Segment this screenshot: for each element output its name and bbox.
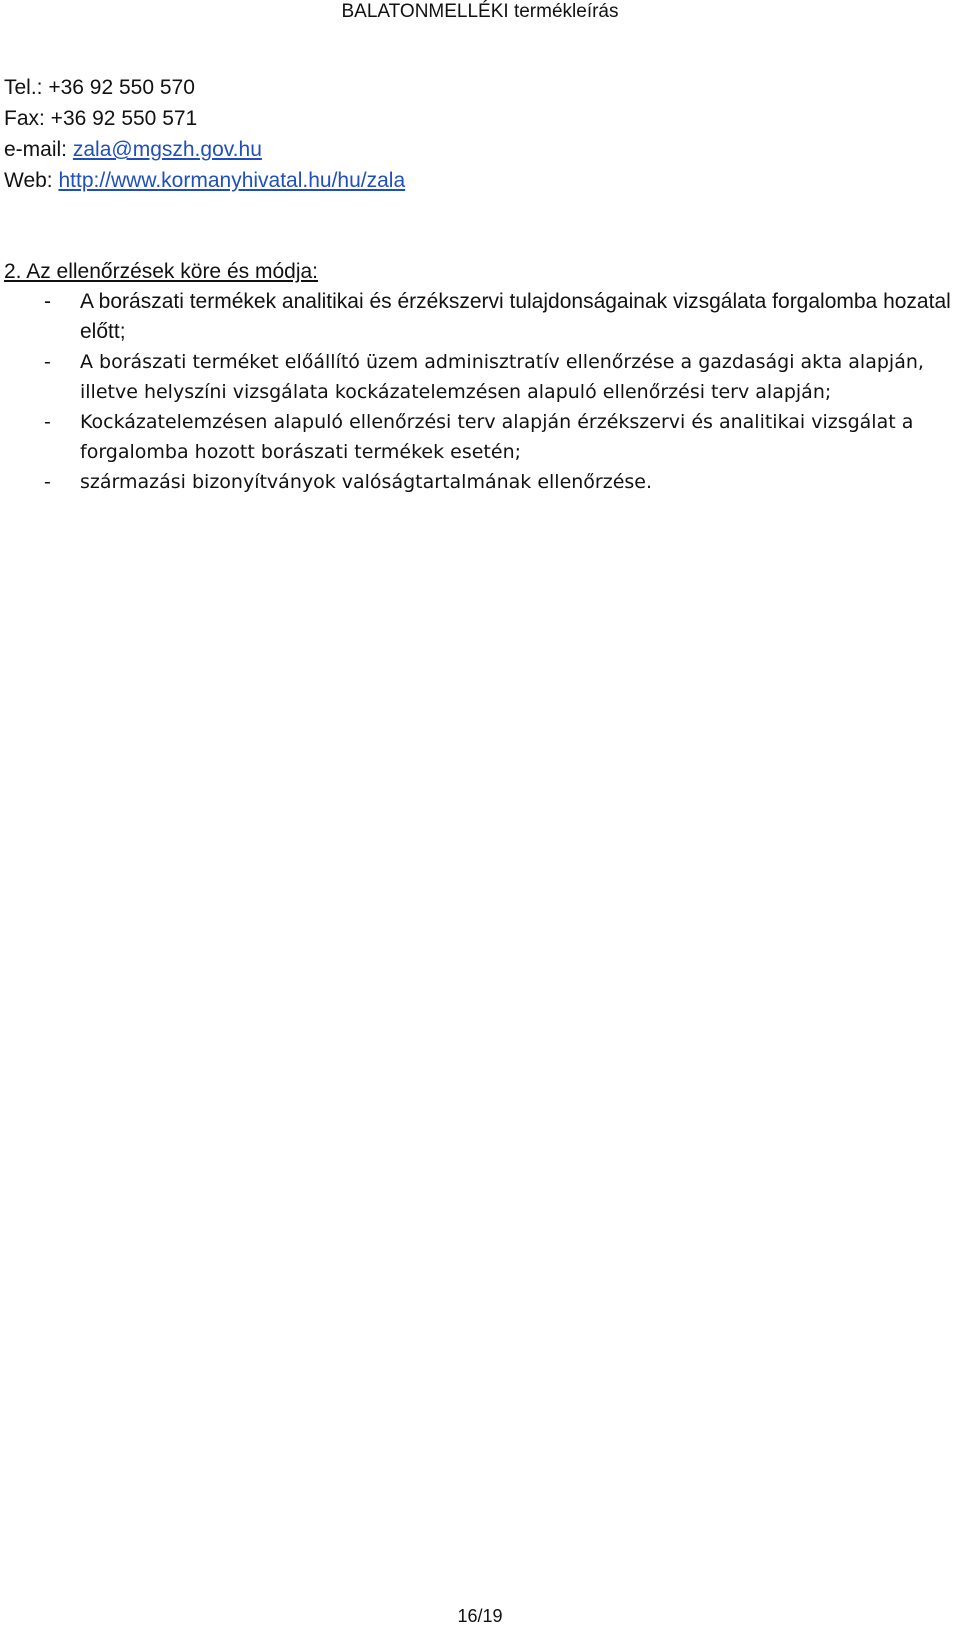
- contact-block: [4, 72, 405, 196]
- list-item-text: A borászati terméket előállító üzem adminisztratív ellenőrzése a gazdasági akta alapján, illetve helyszíni vizsgálata kockázatelemzésen alapuló ellenőrzési terv alapján;: [80, 351, 924, 403]
- list-item: [4, 347, 960, 407]
- contact-web: [4, 165, 405, 196]
- document-header-title: BALATONMELLÉKI termékleírás: [341, 1, 619, 22]
- email-link[interactable]: zala@mgszh.gov.hu: [72, 138, 262, 161]
- list-item: [4, 467, 960, 497]
- dash-bullet-icon: -: [44, 290, 51, 313]
- inspection-section: [4, 257, 960, 497]
- contact-email: [4, 134, 405, 165]
- list-item: [4, 287, 960, 347]
- contact-tel: Tel.: +36 92 550 570: [4, 76, 195, 99]
- list-item-text: Kockázatelemzésen alapuló ellenőrzési terv alapján érzékszervi és analitikai vizsgálat a forgalomba hozott borászati termékek esetén;: [80, 411, 914, 463]
- email-label: e-mail:: [4, 138, 73, 161]
- web-link[interactable]: http://www.kormanyhivatal.hu/hu/zala: [58, 169, 406, 192]
- list-item-text: származási bizonyítványok valóságtartalmának ellenőrzése.: [80, 471, 653, 493]
- web-label: Web:: [4, 169, 59, 192]
- dash-bullet-icon: -: [44, 411, 51, 433]
- inspection-list: [4, 287, 960, 497]
- dash-bullet-icon: -: [44, 471, 51, 493]
- page-number: 16/19: [457, 1606, 503, 1626]
- list-item: [4, 407, 960, 467]
- contact-fax: Fax: +36 92 550 571: [4, 107, 198, 130]
- dash-bullet-icon: -: [44, 351, 51, 373]
- section-heading: 2. Az ellenőrzések köre és módja:: [4, 260, 318, 283]
- list-item-text: A borászati termékek analitikai és érzékszervi tulajdonságainak vizsgálata forgalomba hozatal előtt;: [80, 290, 951, 343]
